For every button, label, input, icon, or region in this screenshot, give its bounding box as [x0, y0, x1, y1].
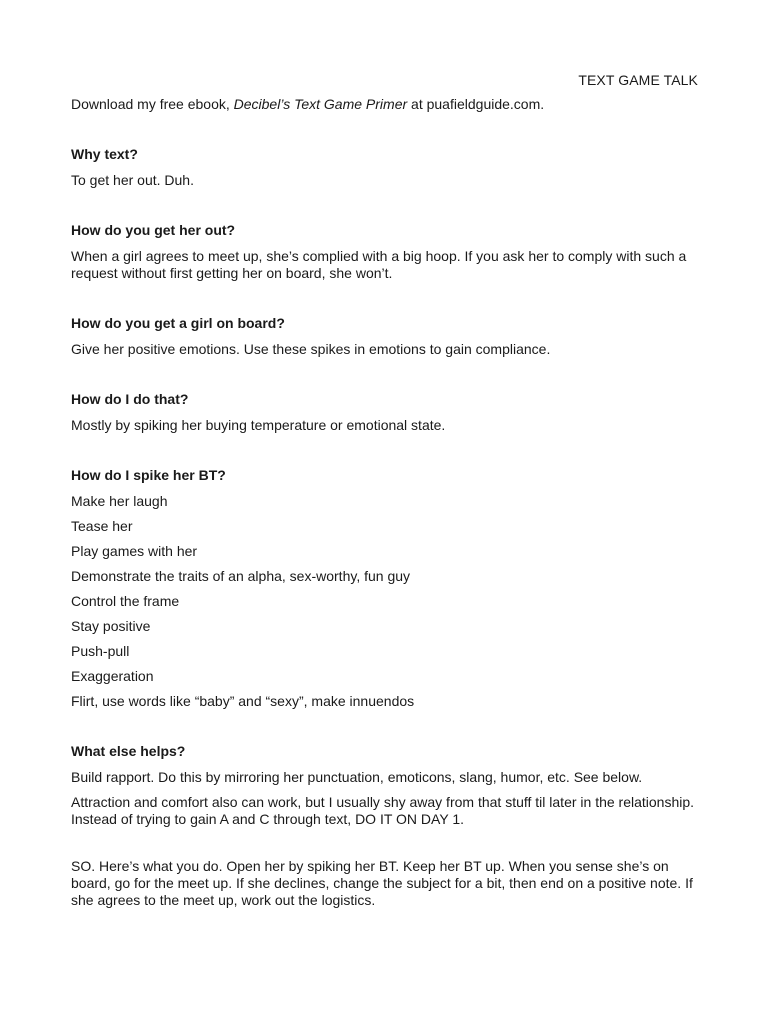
list-item: Flirt, use words like “baby” and “sexy”, make innuendos	[71, 693, 415, 709]
question-heading: How do you get her out?	[71, 222, 236, 238]
question-heading: How do you get a girl on board?	[71, 315, 285, 331]
list-item: Push-pull	[71, 643, 130, 659]
list-item: Stay positive	[71, 618, 151, 634]
list-item: Control the frame	[71, 593, 180, 609]
question-heading: What else helps?	[71, 743, 186, 759]
question-heading: Why text?	[71, 146, 138, 162]
list-item: Make her laugh	[71, 493, 168, 509]
list-item: Exaggeration	[71, 668, 154, 684]
answer-paragraph: Attraction and comfort also can work, but I usually shy away from that stuff til later in the relationship. Instead of trying to gain A and C through text, DO IT ON DAY 1.	[71, 794, 695, 827]
list-item: Demonstrate the traits of an alpha, sex-worthy, fun guy	[71, 568, 411, 584]
document-page	[71, 70, 701, 909]
list-item: Play games with her	[71, 543, 198, 559]
list-item: Tease her	[71, 518, 133, 534]
question-heading: How do I spike her BT?	[71, 467, 226, 483]
answer-paragraph: Give her positive emotions. Use these spikes in emotions to gain compliance.	[71, 341, 551, 357]
answer-paragraph: To get her out. Duh.	[71, 172, 194, 188]
closing-paragraph: SO. Here’s what you do. Open her by spiking her BT. Keep her BT up. When you sense she’s on board, go for the meet up. If she declines, change the subject for a bit, then end on a positive note. If she agrees to the meet up, work out the logistics.	[71, 858, 693, 908]
answer-paragraph: Build rapport. Do this by mirroring her punctuation, emoticons, slang, humor, etc. See below.	[71, 769, 643, 785]
answer-paragraph: Mostly by spiking her buying temperature or emotional state.	[71, 417, 446, 433]
question-heading: How do I do that?	[71, 391, 189, 407]
answer-paragraph: When a girl agrees to meet up, she’s complied with a big hoop. If you ask her to comply with such a request without first getting her on board, she won’t.	[71, 248, 687, 281]
ebook-title: Decibel’s Text Game Primer	[233, 96, 408, 112]
page-header-title: TEXT GAME TALK	[578, 72, 698, 88]
intro-prefix: Download my free ebook,	[71, 96, 234, 112]
intro-suffix: at puafieldguide.com.	[407, 96, 545, 112]
intro-paragraph	[71, 96, 701, 113]
